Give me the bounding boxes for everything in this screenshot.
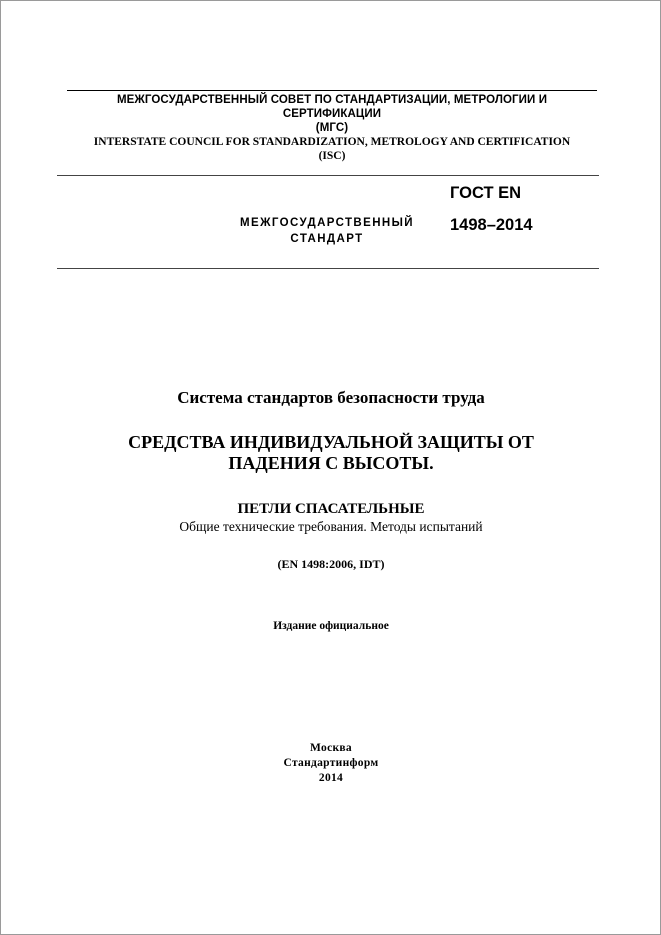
system-title: Система стандартов безопасности труда: [177, 388, 485, 407]
council-name-ru-line1: МЕЖГОСУДАРСТВЕННЫЙ СОВЕТ ПО СТАНДАРТИЗАЦИИ, МЕТРОЛОГИИ И: [116, 94, 548, 106]
main-title: [57, 432, 605, 474]
council-abbr-en: (ISC): [318, 150, 346, 162]
imprint-city: Москва: [310, 742, 352, 754]
imprint-publisher: Стандартинформ: [283, 757, 379, 769]
edition-label: Издание официальное: [273, 620, 389, 632]
top-rule: [67, 90, 597, 91]
standard-designation: [450, 177, 533, 241]
council-name-ru-line2: СЕРТИФИКАЦИИ: [282, 108, 382, 120]
council-abbr-ru: (МГС): [315, 122, 349, 134]
council-header: [67, 93, 597, 163]
standard-type: [229, 215, 425, 247]
imprint-year: 2014: [318, 772, 344, 784]
main-title-line1: СРЕДСТВА ИНДИВИДУАЛЬНОЙ ЗАЩИТЫ ОТ: [128, 432, 534, 452]
standard-type-line1: МЕЖГОСУДАРСТВЕННЫЙ: [240, 217, 414, 229]
main-title-line2: ПАДЕНИЯ С ВЫСОТЫ.: [228, 453, 434, 473]
sub-heading: ПЕТЛИ СПАСАТЕЛЬНЫЕ: [237, 501, 425, 517]
lower-rule: [57, 268, 599, 269]
sub-description: Общие технические требования. Методы испытаний: [179, 519, 483, 534]
sub-title: [57, 499, 605, 535]
imprint: [57, 741, 605, 786]
standard-type-line2: СТАНДАРТ: [290, 233, 364, 245]
designation-line1: ГОСТ EN: [450, 184, 522, 202]
council-name-en: INTERSTATE COUNCIL FOR STANDARDIZATION, METROLOGY AND CERTIFICATION: [93, 136, 571, 148]
middle-rule: [57, 175, 599, 176]
reference-standard: (EN 1498:2006, IDT): [277, 557, 385, 571]
designation-line2: 1498–2014: [450, 216, 533, 234]
